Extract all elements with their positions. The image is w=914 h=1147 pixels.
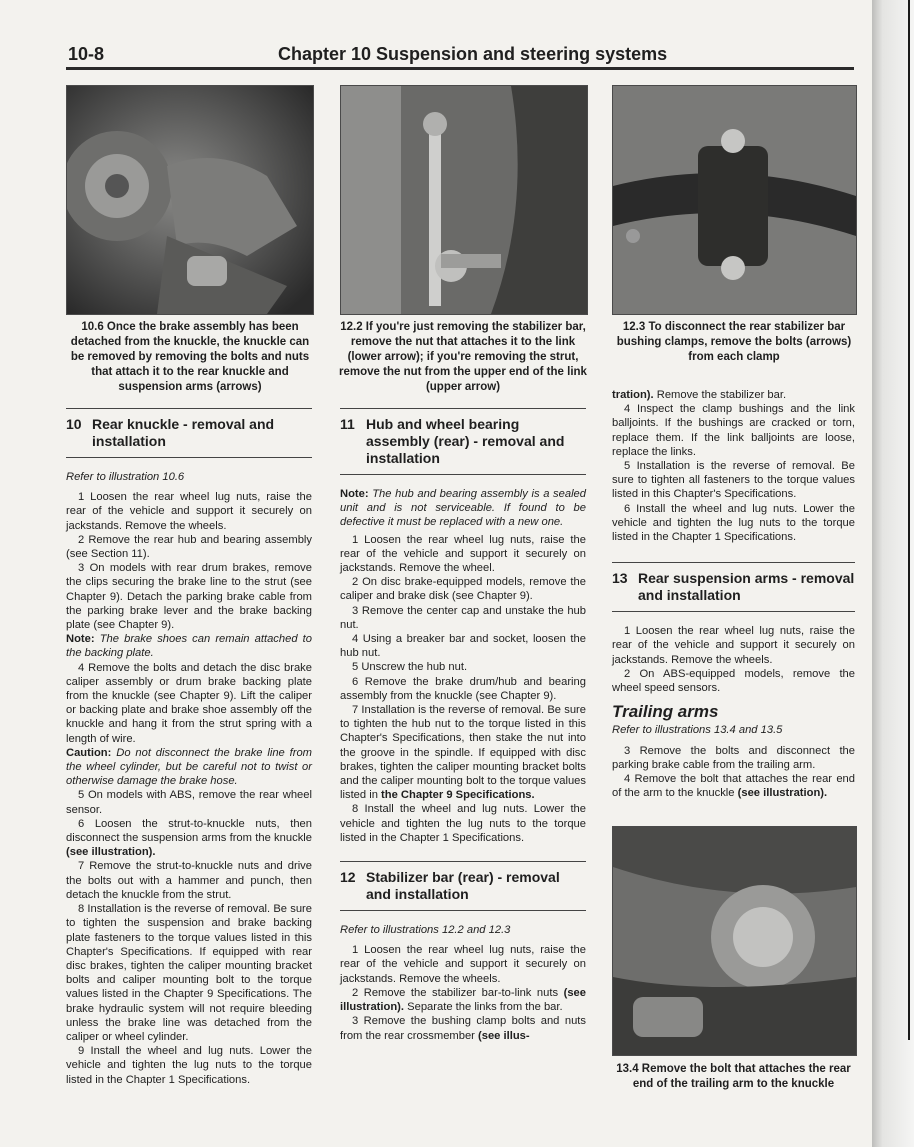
step-text: Separate the links from the bar. [407,1001,563,1014]
section-title: Hub and wheel bearing assembly (rear) - removal and installation [366,416,565,466]
section-number: 12 [340,869,356,886]
section-10-heading [66,408,312,458]
section-number: 11 [340,416,355,432]
step-text: 3 Remove the center cap and unstake the hub nut. [340,604,586,631]
see-illustration: (see illustration). [737,787,828,800]
note-paragraph [340,487,586,530]
step-text: 1 Loosen the rear wheel lug nuts, raise the rear of the vehicle and support it securely on jackstands. Remove the wheel. [340,533,586,575]
illustration-reference: Refer to illustrations 13.4 and 13.5 [612,724,783,737]
step-text: 5 On models with ABS, remove the rear wheel sensor. [66,789,312,816]
step-text: 3 On models with rear drum brakes, remove the clips securing the brake line to the strut (see Chapter 9). Detach the parking brake cable from the parking brake lever and the brake backing plate (see Chapter 9). [66,562,312,632]
step-text: 8 Installation is the reverse of removal. Be sure to tighten the suspension and brake backing plate fasteners to the torque values listed in this Chapter's Specifications. If equipped with rear disc brakes, tighten the caliper mounting bracket bolts and caliper mounting bolt to the torque values listed in the Chapter 9 Specifications. The brake hydraulic system will not require bleeding unless the brake line was detached from the caliper or wheel cylinder. [66,903,312,1043]
step-text: 4 Remove the bolts and detach the disc brake caliper assembly or drum brake backing plate from the knuckle (see Chapter 9). Lift the caliper or backing plate and brake shoe assembly off the knuckle and hang it from the strut spring with a length of wire. [66,661,312,745]
note-label: Note: [66,633,95,646]
step-text: 6 Loosen the strut-to-knuckle nuts, then disconnect the suspension arms from the knuckle [66,817,312,845]
illustration-reference: Refer to illustration 10.6 [66,471,185,483]
note-paragraph [66,632,312,660]
step-text: 5 Installation is the reverse of removal. Be sure to tighten all fasteners to the torque values listed in this Chapter's Specifications. [612,460,855,501]
step-text: 5 Unscrew the hub nut. [352,661,468,674]
step-text: 2 On disc brake-equipped models, remove the caliper and brake disk (see Chapter 9). [340,576,586,603]
photo-10-6 [66,85,314,315]
page-number: 10-8 [68,44,105,64]
step-text: 4 Inspect the clamp bushings and the link balljoints. If the bushings are cracked or torn, replace them. If the link balljoints are loose, replace the links. [612,403,855,458]
column-2 [340,398,586,1043]
chapter-title: Chapter 10 Suspension and steering systems [278,44,668,64]
section-number: 10 [66,416,82,432]
note-text: The hub and bearing assembly is a sealed unit and is not serviceable. If found to be defective it must be replaced with a new one. [340,488,586,529]
step-text: 9 Install the wheel and lug nuts. Lower the vehicle and tighten the lug nuts to the torque listed in the Chapter 1 Specifications. [66,1045,312,1086]
trailing-arms-heading: Trailing arms [612,702,719,722]
photo-12-2 [340,85,588,315]
step-text: 1 Loosen the rear wheel lug nuts, raise the rear of the vehicle and support it securely on jackstands. Remove the wheels. [340,944,586,985]
step-paragraph [612,772,855,800]
caution-label: Caution: [66,746,112,759]
column-1 [66,398,312,1087]
step-text: 2 On ABS-equipped models, remove the wheel speed sensors. [612,667,855,695]
section-13-heading [612,562,855,612]
section-12-heading [340,861,586,911]
note-text: The brake shoes can remain attached to the backing plate. [66,633,313,660]
section-title: Stabilizer bar (rear) - removal and installation [366,869,560,903]
step-text: 7 Installation is the reverse of removal. Be sure to tighten the hub nut to the torque listed in this Chapter's Specifications, then stake the nut into the groove in the spindle. If equipped with disc brakes, tighten the caliper mounting bracket bolts and the caliper mounting bolt to the torque values listed in [340,704,586,802]
step-text: 7 Remove the strut-to-knuckle nuts and drive the bolts out with a hammer and punch, then detach the knuckle from the strut. [66,860,312,901]
binding-line [908,0,910,1040]
step-text: 2 Remove the stabilizer bar-to-link nuts [352,986,559,999]
step-text: 4 Remove the bolt that attaches the rear end of the arm to the knuckle [612,773,855,800]
caption-10-6: 10.6 Once the brake assembly has been detached from the knuckle, the knuckle can be removed by removing the bolts and nuts that attach it to the rear knuckle and suspension arms (arrows) [70,321,310,393]
section-number: 13 [612,570,628,587]
page-binding-edge [872,0,914,1147]
caption-13-4: 13.4 Remove the bolt that attaches the rear end of the trailing arm to the knuckle [616,1063,851,1090]
step-text: 3 Remove the bushing clamp bolts and nuts from the rear crossmember [340,1015,586,1042]
see-illustration: (see illustration). [66,846,156,859]
see-illustration: (see illus- [478,1029,530,1042]
step-paragraph [340,986,586,1014]
caption-12-2: 12.2 If you're just removing the stabilizer bar, remove the nut that attaches it to the link (lower arrow); if you're removing the strut, remove the nut from the upper end of the link (upper arrow) [339,321,587,393]
see-illustration: (see illustration). [340,986,586,1014]
note-label: Note: [340,488,369,500]
column-3 [612,388,855,800]
step-text: 6 Install the wheel and lug nuts. Lower the vehicle and tighten the lug nuts to the torque listed in the Chapter 1 Specifications. [612,502,855,544]
step-paragraph [66,817,312,860]
illustration-reference: Refer to illustrations 12.2 and 12.3 [340,924,511,937]
see-illustration: tration). [612,389,654,401]
step-text: 2 Remove the rear hub and bearing assembly (see Section 11). [66,533,312,561]
header-rule [66,67,854,70]
caption-12-3: 12.3 To disconnect the rear stabilizer bar bushing clamps, remove the bolts (arrows) from each clamp [616,321,852,363]
step-paragraph [612,388,855,402]
step-text: 6 Remove the brake drum/hub and bearing assembly from the knuckle (see Chapter 9). [340,675,586,702]
photo-12-3 [612,85,857,315]
step-text: 3 Remove the bolts and disconnect the parking brake cable from the trailing arm. [612,744,855,771]
step-text: 1 Loosen the rear wheel lug nuts, raise the rear of the vehicle and support it securely on jackstands. Remove the wheels. [66,491,312,532]
step-text: 1 Loosen the rear wheel lug nuts, raise the rear of the vehicle and support it securely on jackstands. Remove the wheels. [612,625,855,666]
section-title: Rear suspension arms - removal and installation [638,570,855,604]
step-text: 4 Using a breaker bar and socket, loosen the hub nut. [340,633,586,660]
section-11-heading [340,408,586,475]
step-text-bold: the Chapter 9 Specifications. [381,789,535,802]
caution-text: Do not disconnect the brake line from the wheel cylinder, but be careful not to twist or otherwise damage the brake hose. [66,746,312,788]
step-paragraph [340,703,586,802]
step-text: 8 Install the wheel and lug nuts. Lower the vehicle and tighten the lug nuts to the torque listed in the Chapter 1 Specifications. [340,803,586,844]
section-title: Rear knuckle - removal and installation [92,416,275,449]
step-text: Remove the stabilizer bar. [656,389,787,401]
caution-paragraph [66,746,312,789]
step-paragraph [340,1014,586,1042]
photo-13-4 [612,826,857,1056]
